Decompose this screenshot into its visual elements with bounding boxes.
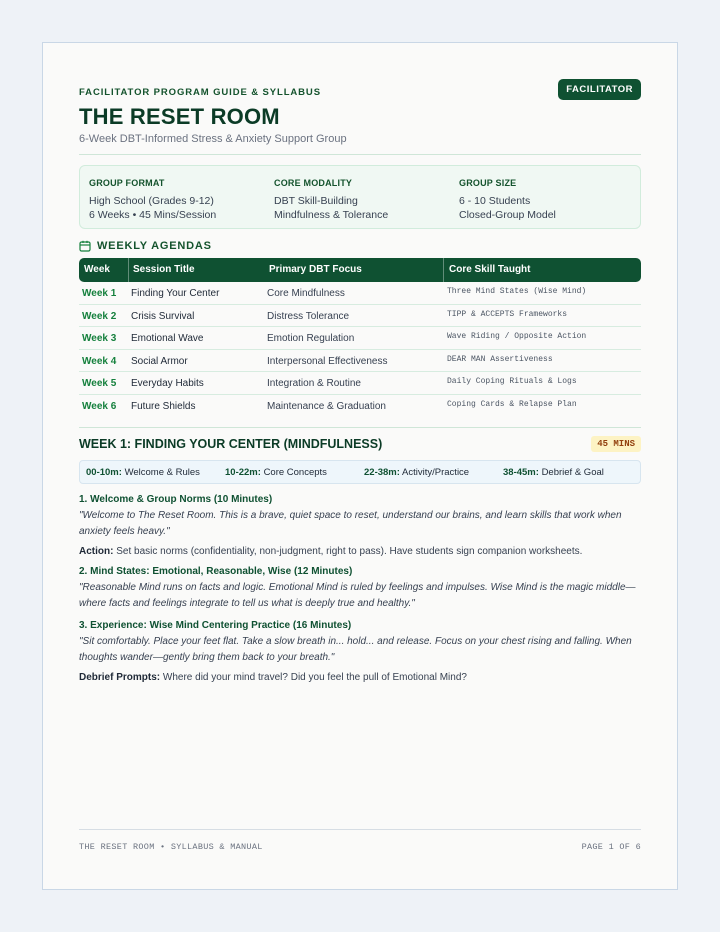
timeline-label: Debrief & Goal <box>541 467 604 478</box>
agenda-heading <box>79 240 212 252</box>
divider <box>79 154 641 155</box>
core-skill-cell: Daily Coping Rituals & Logs <box>447 377 577 387</box>
section-mind-states <box>79 566 641 612</box>
core-skill-cell: Three Mind States (Wise Mind) <box>447 287 587 296</box>
debrief-line <box>79 670 641 686</box>
session-title-cell: Emotional Wave <box>131 333 204 345</box>
action-text: Set basic norms (confidentiality, non-judgment, right to pass). Have students sign companion worksheets. <box>116 546 583 557</box>
meta-value: DBT Skill-Building <box>274 195 358 207</box>
meta-value: High School (Grades 9-12) <box>89 195 214 207</box>
column-divider <box>443 258 444 282</box>
session-title-cell: Finding Your Center <box>131 288 220 299</box>
action-line <box>79 544 641 560</box>
week-cell: Week 5 <box>82 378 117 390</box>
timeline-time: 10-22m: <box>225 467 261 478</box>
document-page <box>42 42 678 890</box>
week-cell: Week 4 <box>82 355 117 367</box>
core-skill-cell: Wave Riding / Opposite Action <box>447 332 587 342</box>
table-row <box>79 327 641 350</box>
week-cell: Week 1 <box>82 288 117 299</box>
core-skill-cell: Coping Cards & Relapse Plan <box>447 399 577 409</box>
meta-label: CORE MODALITY <box>274 178 353 188</box>
week-cell: Week 2 <box>82 310 117 322</box>
timeline-time: 00-10m: <box>86 467 122 478</box>
agenda-table <box>79 258 641 418</box>
column-header: Core Skill Taught <box>449 264 531 275</box>
page-number: PAGE 1 OF 6 <box>581 842 641 852</box>
table-header <box>79 258 641 282</box>
column-header: Session Title <box>133 264 195 275</box>
dbt-focus-cell: Integration & Routine <box>267 378 361 390</box>
core-skill-cell: DEAR MAN Assertiveness <box>447 354 553 364</box>
page-subtitle: 6-Week DBT-Informed Stress & Anxiety Support Group <box>79 133 347 145</box>
session-title-cell: Everyday Habits <box>131 378 204 390</box>
agenda-title: WEEKLY AGENDAS <box>97 240 212 252</box>
meta-core-modality <box>274 178 388 222</box>
timeline-segment <box>86 467 200 478</box>
eyebrow-label: FACILITATOR PROGRAM GUIDE & SYLLABUS <box>79 87 321 98</box>
section-welcome <box>79 494 641 560</box>
column-header: Primary DBT Focus <box>269 264 362 275</box>
meta-value: Mindfulness & Tolerance <box>274 209 389 221</box>
meta-value: 6 - 10 Students <box>459 195 531 207</box>
footer-divider <box>79 829 641 830</box>
debrief-label: Debrief Prompts: <box>79 672 161 683</box>
duration-badge: 45 MINS <box>591 436 641 452</box>
table-row <box>79 350 641 373</box>
footer-left: THE RESET ROOM • SYLLABUS & MANUAL <box>79 842 263 852</box>
timeline-time: 22-38m: <box>364 467 400 478</box>
timeline-segment <box>225 467 327 478</box>
section-heading: 3. Experience: Wise Mind Centering Practice (16 Minutes) <box>79 620 352 631</box>
column-header: Week <box>84 264 110 275</box>
table-row <box>79 282 641 305</box>
session-timeline <box>79 460 641 484</box>
core-skill-cell: TIPP & ACCEPTS Frameworks <box>447 309 568 319</box>
meta-group-size <box>459 178 556 222</box>
section-experience <box>79 620 641 686</box>
dbt-focus-cell: Emotion Regulation <box>267 333 355 345</box>
dbt-focus-cell: Distress Tolerance <box>267 310 350 322</box>
session-title-cell: Crisis Survival <box>131 310 195 322</box>
facilitator-badge: FACILITATOR <box>558 79 641 100</box>
meta-group-format <box>89 178 216 222</box>
week1-title: WEEK 1: FINDING YOUR CENTER (MINDFULNESS) <box>79 437 383 451</box>
calendar-icon <box>79 240 91 252</box>
session-title-cell: Future Shields <box>131 400 196 412</box>
meta-value: Closed-Group Model <box>459 209 556 221</box>
column-divider <box>128 258 129 282</box>
timeline-label: Welcome & Rules <box>124 467 200 478</box>
table-row <box>79 372 641 395</box>
dbt-focus-cell: Interpersonal Effectiveness <box>267 355 388 367</box>
page-title: THE RESET ROOM <box>79 104 280 129</box>
meta-value: 6 Weeks • 45 Mins/Session <box>89 209 217 221</box>
timeline-label: Core Concepts <box>263 467 327 478</box>
dbt-focus-cell: Maintenance & Graduation <box>267 400 386 412</box>
dbt-focus-cell: Core Mindfulness <box>267 288 345 299</box>
action-label: Action: <box>79 546 114 557</box>
script-quote: "Reasonable Mind runs on facts and logic. Emotional Mind is ruled by feelings and impulses. Wise Mind is the magic middle—where facts and feelings integrate to tell us what is deeply true and healthy." <box>79 582 636 609</box>
timeline-segment <box>503 467 604 478</box>
timeline-label: Activity/Practice <box>402 467 470 478</box>
program-meta-box <box>79 165 641 229</box>
week-cell: Week 6 <box>82 400 117 412</box>
debrief-text: Where did your mind travel? Did you feel the pull of Emotional Mind? <box>162 672 467 683</box>
divider <box>79 427 641 428</box>
section-heading: 1. Welcome & Group Norms (10 Minutes) <box>79 494 273 505</box>
script-quote: "Sit comfortably. Place your feet flat. Take a slow breath in... hold... and release. Focus on your chest rising and falling. When thoughts wander—gently bring them back to your breath." <box>79 636 632 663</box>
meta-label: GROUP FORMAT <box>89 178 165 188</box>
table-row <box>79 395 641 418</box>
script-quote: "Welcome to The Reset Room. This is a brave, quiet space to reset, understand our brains, and learn skills that work when anxiety feels heavy." <box>79 510 622 537</box>
table-row <box>79 305 641 328</box>
meta-label: GROUP SIZE <box>459 178 517 188</box>
timeline-time: 38-45m: <box>503 467 539 478</box>
timeline-segment <box>364 467 469 478</box>
session-title-cell: Social Armor <box>131 355 188 367</box>
section-heading: 2. Mind States: Emotional, Reasonable, Wise (12 Minutes) <box>79 566 353 577</box>
week-cell: Week 3 <box>82 333 117 345</box>
